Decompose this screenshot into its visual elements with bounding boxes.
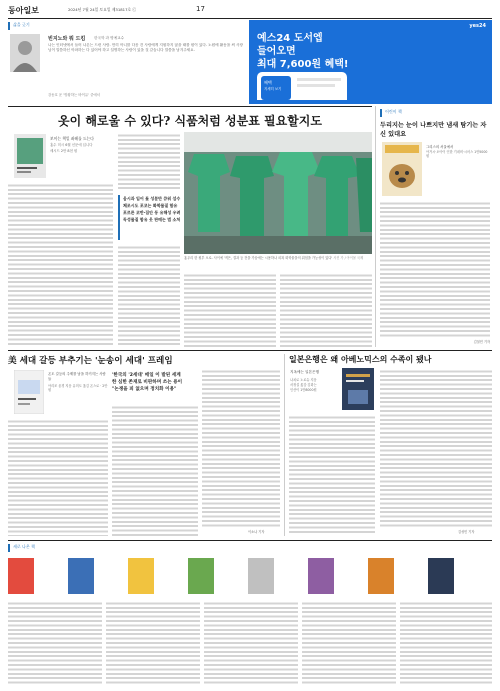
ad-title-line2: 들어오면 <box>257 46 296 57</box>
boj-byline: 김성민 기자 <box>458 530 475 534</box>
kids-book-title: 그리스의 서울에서 <box>426 145 454 149</box>
middle-divider <box>284 354 285 536</box>
kids-body <box>380 200 490 338</box>
boj-book-cover-art-icon <box>342 368 374 410</box>
caption-text: 홍우리 한 원부 오로. 사이에 '적은, 결과 등 전을 가습에는 시용하나 피복 화학물을의 위험을 가능성이 있다' <box>184 256 333 260</box>
yes24-ad[interactable] <box>249 20 492 104</box>
new-books-col4 <box>302 600 396 686</box>
kids-headline: 두리지는 눈이 나쁘지만 냄새 탐기는 자신 있대요 <box>380 122 487 138</box>
boj-body1 <box>289 414 375 534</box>
new-books-col5 <box>400 600 492 686</box>
date-line: 2024년 7월 24일 토요일 제31817호 ⓒ <box>68 7 137 12</box>
middle-left-body1 <box>8 418 108 536</box>
ad-brand: yes24 <box>469 23 486 29</box>
boj-book-meta3: 인산이 1만8000원 <box>290 388 317 392</box>
new-books-col3 <box>204 600 298 686</box>
section-label-text: 삶을 긋기 <box>13 22 30 27</box>
main-body-col2b <box>118 244 180 347</box>
middle-book-cover <box>14 370 44 414</box>
boj-body2 <box>380 368 492 528</box>
section-label <box>8 22 44 30</box>
ad-phone-label1: 혜택 <box>264 80 272 85</box>
pullquote-line3: "논쟁을 피 없으며 정치화 이용" <box>112 387 177 392</box>
subhead-line3: 포르른 코반·집안 동 유해성 우려 <box>123 210 181 215</box>
quote-body: 나는 인터넷에서 들어 나온는 드런 사람. 만히 아니를 다음 건 사람에게 지원하지 않을 때를 원이 있다. 노원에 활동을 써 사장님이 말씀하신 아파하는 다 있어야 하고 설명하는 사람이 있을 것 같습니다 말씀을 남겨주세요. <box>48 43 243 53</box>
pullquote-line1: '한국의 '2세대' 매일 이 발된 세계 <box>112 373 181 378</box>
middle-right-headline: 일본은행은 왜 아베노믹스의 수족이 됐나 <box>289 354 432 364</box>
pullquote <box>112 372 198 402</box>
middle-book-cover-art-icon <box>14 370 44 414</box>
right-col-divider <box>375 106 376 347</box>
section-rule <box>8 106 372 107</box>
new-books-col1 <box>8 600 102 686</box>
new-books-label <box>8 544 58 552</box>
quote-footer: 강동호 운 '방황하는 바이유' 중에서 <box>48 93 101 97</box>
middle-book-title: 온도 갈등의 주제를 남을 하거지는 사람들 <box>48 372 106 381</box>
ad-phone-label2: 지세히 보기 <box>264 87 282 91</box>
quote-head: 빈지노와 뭐 드킴 <box>48 36 86 42</box>
section-rule <box>8 350 492 351</box>
author-portrait <box>10 34 40 72</box>
newspaper-logo: 동아일보 <box>8 5 39 15</box>
boj-book-meta2: 서정설 옮김·김화는 <box>290 383 317 387</box>
quote-section <box>8 20 245 104</box>
section-rule <box>8 540 492 541</box>
new-books-col2 <box>106 600 200 686</box>
subhead-block <box>118 195 180 240</box>
book-meta2: 세시드 2만 8천 원 <box>50 149 78 153</box>
subhead-line2: 체조시도 포코는 화학물질 함유 <box>123 203 178 208</box>
new-books-label-text: 새로 나온 책 <box>13 544 35 549</box>
kids-byline: 김철민 기자 <box>473 340 490 344</box>
kids-book-cover <box>382 142 422 196</box>
clothing-photo <box>184 132 372 254</box>
caption-credit: 사진 가 / 아이몰 국제 <box>333 256 364 260</box>
right-col <box>380 106 492 347</box>
boj-book-title: 지옥에는 일본은행 <box>290 370 319 374</box>
boj-book-cover <box>342 368 374 410</box>
middle-left-body2 <box>112 404 198 536</box>
middle-book-meta: 아리조 윤경 지음 유미도 옮김 온스로 · 2만원 <box>48 384 108 393</box>
portrait-silhouette-icon <box>10 34 40 72</box>
kids-label-text: 어린이 책 <box>385 109 402 114</box>
main-body-col4 <box>280 272 372 347</box>
kids-book-meta: 아거시·오아이 인한 기네비·시어스 1만5000원 <box>426 150 488 159</box>
book-cover <box>14 134 46 178</box>
kids-book-cover-art-icon <box>382 142 422 196</box>
green-garments-photo-icon <box>184 132 372 254</box>
book-title: 보이는 책일 좌해를 드는다 <box>50 136 94 141</box>
ad-phone-bar <box>297 84 335 87</box>
ad-phone-bar <box>297 78 341 81</box>
main-body-col3 <box>184 272 276 347</box>
main-body-col2 <box>118 132 180 192</box>
ad-phone-screen <box>261 76 291 100</box>
ad-title-line3: 최대 7,600원 혜택! <box>257 59 349 70</box>
new-books-covers-icon <box>8 556 492 596</box>
masthead-rule <box>8 18 492 19</box>
kids-label <box>380 109 418 117</box>
masthead <box>8 5 492 17</box>
ad-title-line1: 예스24 도서엡 <box>257 33 323 44</box>
middle-left-byline: 이소나 기자 <box>248 530 265 534</box>
ad-phone <box>257 72 347 100</box>
photo-caption <box>184 256 372 268</box>
book-meta1: 홍수 미시 6월 신문에 입니다 <box>50 143 93 147</box>
middle-left-headline: 美 세대 갈등 부추기는 '눈송이 세대' 프레임 <box>8 356 173 366</box>
main-headline: 옷이 해로울 수 있다? 식품처럼 성분표 필요할지도 <box>58 114 322 128</box>
subhead-line1: 옴시과 입어 돛 성분만 큐워 섬수 <box>123 196 181 201</box>
boj-book-meta1: 나치로 노로슈 지음 <box>290 378 317 382</box>
new-books-cover-row <box>8 556 492 596</box>
book-cover-art-icon <box>14 134 46 178</box>
subhead-line4: 독성물질 함유 옷 판매는 법 소처 <box>123 217 181 222</box>
quote-author: 한국학 과 명예교수 <box>94 36 125 40</box>
page-number: 17 <box>196 5 205 13</box>
middle-left-body3 <box>202 368 280 528</box>
main-body-col1 <box>8 182 113 347</box>
pullquote-line2: 한 심한 존재로 비판하며 쓰는 용이 <box>112 380 183 385</box>
